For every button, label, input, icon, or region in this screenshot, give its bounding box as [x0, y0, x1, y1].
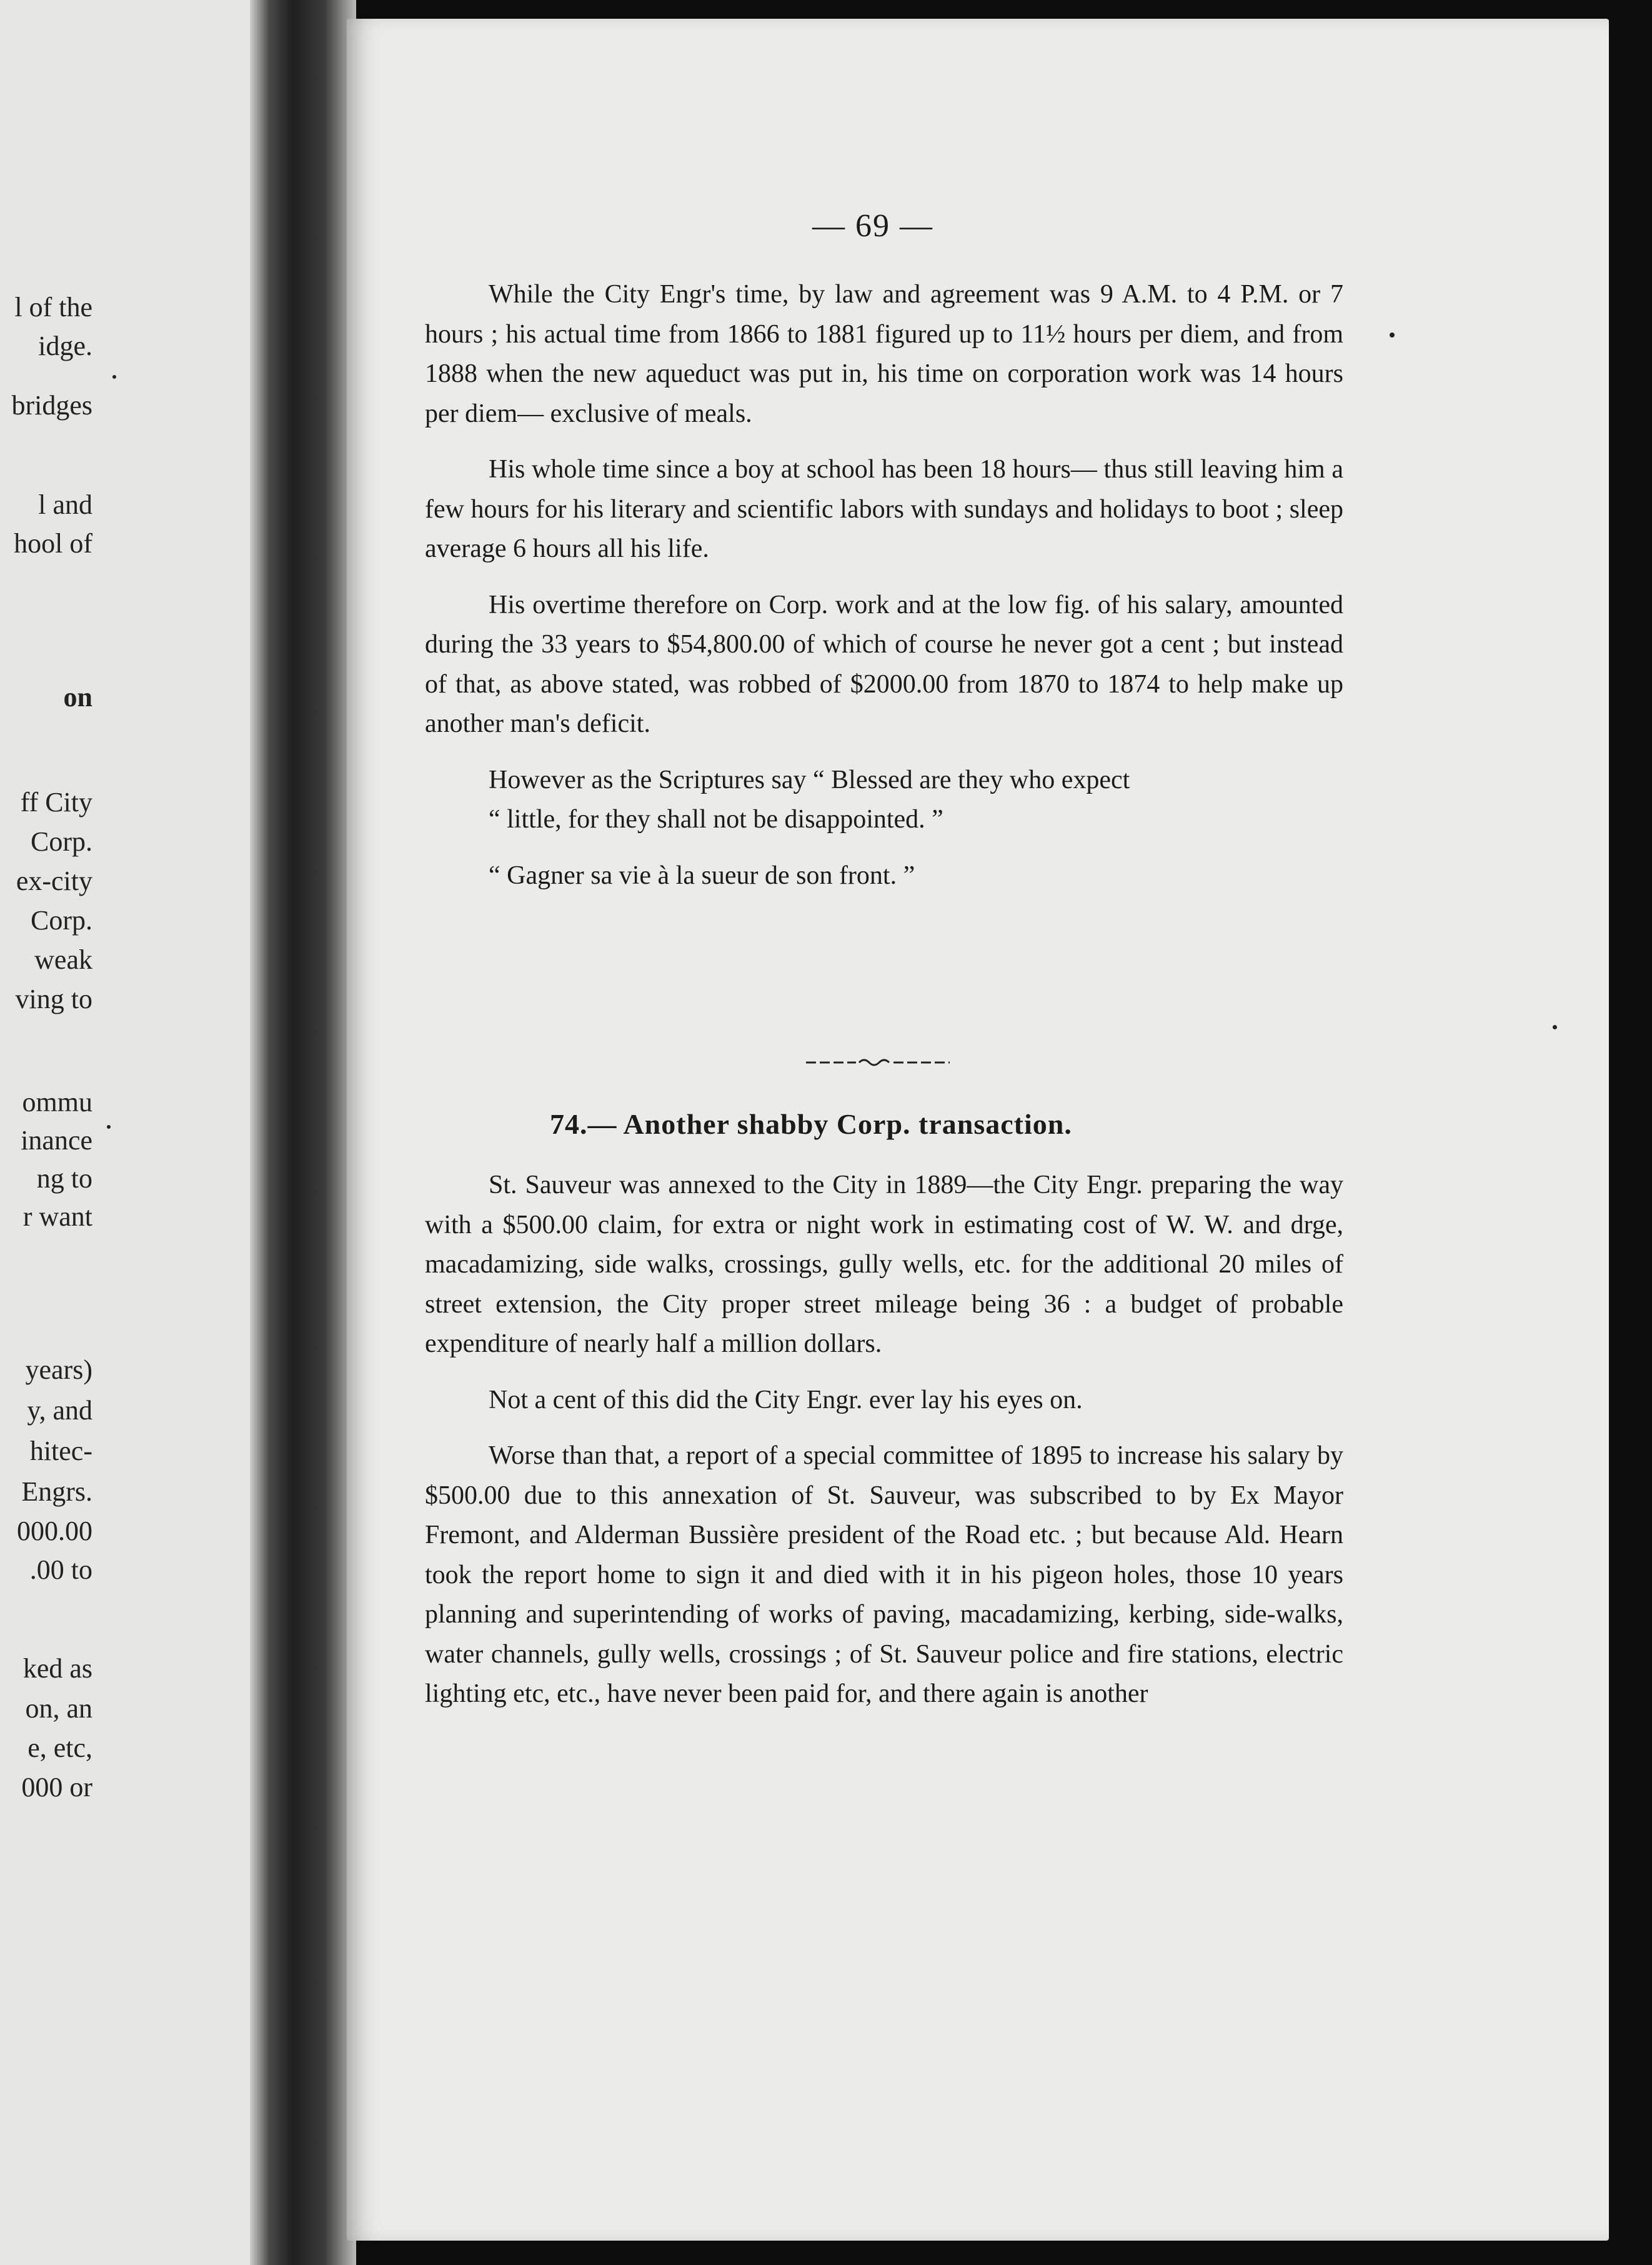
left-page-line: 000.00 — [17, 1516, 92, 1546]
left-page-line: ving to — [15, 984, 92, 1014]
left-page-line: 000 or — [21, 1772, 92, 1802]
left-page-line: l of the — [14, 292, 92, 322]
left-page-line: r want — [22, 1201, 92, 1232]
left-page-line: l and — [38, 489, 92, 520]
scan-speck — [1553, 1025, 1557, 1029]
left-page-line: Corp. — [31, 826, 92, 857]
left-page-line: ff City — [20, 787, 92, 818]
left-facing-page — [0, 0, 262, 2265]
left-page-line: hool of — [14, 528, 92, 559]
page-number: — 69 — — [812, 208, 933, 244]
ornamental-separator — [806, 1056, 950, 1069]
scripture-quote-line: However as the Scriptures say “ Blessed are they who expect — [489, 765, 1130, 794]
left-page-line: ked as — [22, 1653, 92, 1684]
paragraph: Not a cent of this did the City Engr. ever lay his eyes on. — [489, 1385, 1083, 1414]
left-page-line: on — [63, 682, 92, 712]
left-page-line: ng to — [36, 1163, 92, 1194]
paragraph: Worse than that, a report of a special committee of 1895 to increase his salary by $500.00 due to this annexation of St. Sauveur, was subscribed to by Ex Mayor Fremont, and Alderman Bussière president of the Road etc. ; but because Ald. Hearn took the report home to sign it and died with it in his pigeon holes, those 10 years planning and superintending of works of paving, macadamizing, kerbing, side-walks, water channels, gully wells, crossings ; of St. Sauveur police and fire stations, electric lighting etc, etc., have never been paid for, and there again is another — [425, 1441, 1343, 1708]
paragraph: St. Sauveur was annexed to the City in 1889—the City Engr. preparing the way with a $500.00 claim, for extra or night work in estimating cost of W. W. and drge, macadamizing, side walks, crossings, gully wells, etc. for the additional 20 miles of street extension, the City proper street mileage being 36 : a budget of probable expenditure of nearly half a million dollars. — [425, 1171, 1343, 1358]
left-page-line: Corp. — [31, 905, 92, 936]
scan-speck — [1390, 332, 1395, 338]
book-gutter — [250, 0, 356, 2265]
scan-speck — [107, 1125, 111, 1129]
left-page-line: .00 to — [29, 1554, 92, 1585]
paragraph: While the City Engr's time, by law and agreement was 9 A.M. to 4 P.M. or 7 hours ; his actual time from 1866 to 1881 figured up to 11½ hours per diem, and from 1888 when the new aqueduct was put in, his time on corporation work was 14 hours per diem— exclusive of meals. — [425, 280, 1343, 428]
text-block-bottom — [425, 1166, 1343, 1731]
section-heading: 74.— Another shabby Corp. transaction. — [550, 1108, 1072, 1140]
left-page-line: bridges — [11, 390, 92, 421]
left-page-line: y, and — [27, 1395, 92, 1426]
paragraph: His overtime therefore on Corp. work and at the low fig. of his salary, amounted during the 33 years to $54,800.00 of which of course he never got a cent ; but instead of that, as above stated, was robbed of $2000.00 from 1870 to 1874 to help make up another man's deficit. — [425, 590, 1343, 738]
left-page-line: ommu — [22, 1087, 92, 1118]
left-page-line: ex-city — [16, 866, 92, 896]
left-page-line: idge. — [38, 331, 92, 361]
left-page-line: years) — [25, 1354, 92, 1385]
left-page-line: weak — [34, 944, 92, 975]
left-page-line: hitec- — [29, 1436, 92, 1466]
left-page-line: Engrs. — [21, 1476, 92, 1507]
left-page-line: on, an — [25, 1693, 92, 1724]
scan-speck — [112, 375, 116, 379]
text-block-top — [425, 275, 1343, 896]
left-page-line: e, etc, — [27, 1732, 92, 1763]
paragraph: His whole time since a boy at school has been 18 hours— thus still leaving him a few hours for his literary and scientific labors with sundays and holidays to boot ; sleep average 6 hours all his life. — [425, 455, 1343, 563]
scripture-quote-line: “ little, for they shall not be disappointed. ” — [489, 805, 943, 834]
french-quote: “ Gagner sa vie à la sueur de son front. ” — [489, 861, 915, 890]
left-page-line: inance — [21, 1125, 92, 1156]
